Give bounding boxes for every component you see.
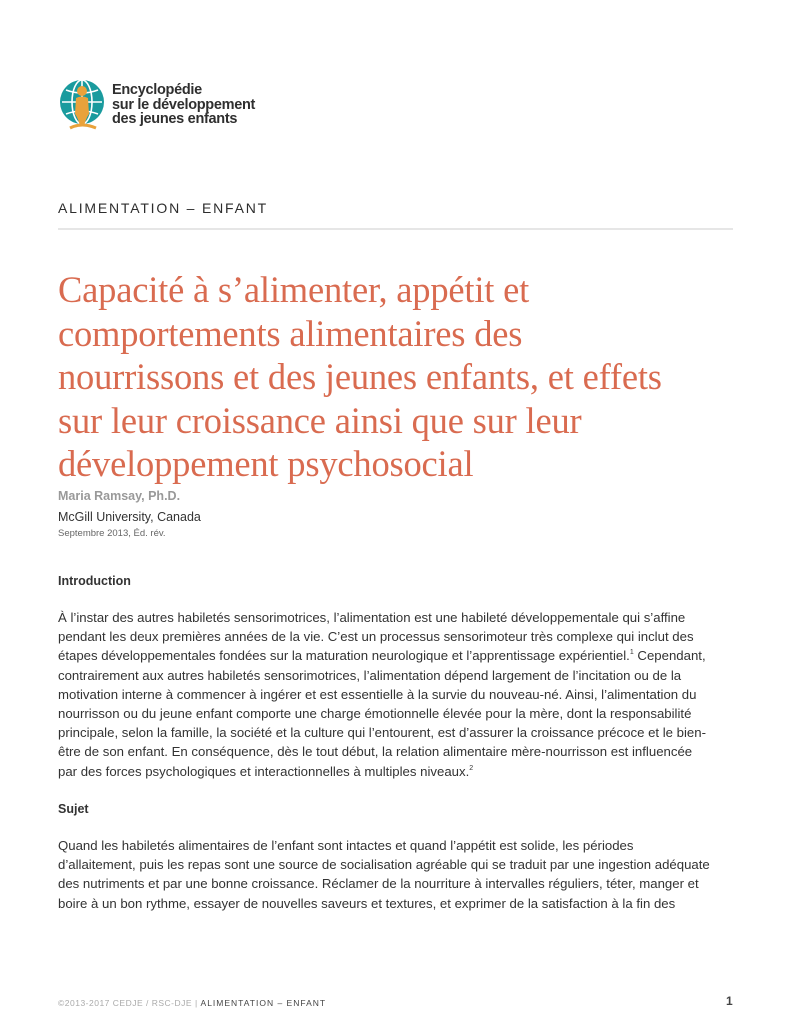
publication-date: Septembre 2013, Éd. rév. [58,528,166,539]
paragraph-line-text: étapes développementales fondées sur la maturation neurologique et l’apprentissage expérientiel. [58,648,630,664]
paragraph-line: pendant les deux premières années de la vie. C’est un processus sensorimoteur très complexe qui inclut des [58,629,694,645]
paragraph-line: nourrisson ou du jeune enfant comporte une charge émotionnelle élevée pour la mère, dont la responsabilité [58,706,692,722]
paragraph-line: Quand les habiletés alimentaires de l’enfant sont intactes et quand l’appétit est solide, les périodes [58,838,634,853]
paragraph-line: d’allaitement, puis les repas sont une source de socialisation agréable qui se traduit par une ingestion adéquate [58,857,710,873]
footer-topic: ALIMENTATION – ENFANT [200,998,327,1008]
globe-child-logo-icon [58,76,108,134]
paragraph-line [58,646,738,665]
title-line: comportements alimentaires des [58,312,523,354]
paragraph-line: motivation interne à commencer à ingérer et est essentielle à la survie du nouveau-né. Ainsi, l’alimentation du [58,686,697,702]
footnote-ref[interactable]: 1 [629,649,634,657]
page-number: 1 [726,994,733,1008]
paragraph-line: des nutriments et par une bonne croissance. Réclamer de la nourriture à intervalles réguliers, téter, manger et [58,876,699,892]
header-divider [58,228,733,230]
title-line: développement psychosocial [58,443,474,484]
logo-text-line3: des jeunes enfants [112,111,238,128]
intro-paragraph [58,608,738,781]
paragraph-line [58,762,738,781]
logo [58,76,255,134]
title-line: nourrissons et des jeunes enfants, et effets [58,356,662,397]
paragraph-line: principale, selon la famille, la société et la culture qui l’entourent, est d’assurer la croissance précoce et le bien- [58,725,706,741]
author-affiliation: McGill University, Canada [58,510,201,524]
paragraph-line: boire à un bon rythme, essayer de nouvelles saveurs et textures, et exprimer de la satisfaction à la fin des [58,895,676,911]
paragraph-line-text: Cependant, [633,648,706,664]
paragraph-line-text: par des forces psychologiques et interactionnelles à multiples niveaux. [58,763,470,779]
intro-heading: Introduction [58,574,131,588]
paragraph-line: À l’instar des autres habiletés sensorimotrices, l’alimentation est une habileté développementale qui s’affine [58,610,686,625]
paragraph-line: être de son enfant. En conséquence, dès le tout début, la relation alimentaire mère-nourrisson est influencée [58,744,693,760]
title-line: sur leur croissance ainsi que sur leur [58,399,582,441]
footer [58,998,326,1008]
logo-text-line1: Encyclopédie [112,82,202,99]
footer-separator: | [194,998,198,1008]
sujet-heading: Sujet [58,802,89,816]
logo-text-line2: sur le développement [112,96,256,113]
section-label: ALIMENTATION – ENFANT [58,200,268,216]
page-title [58,268,758,486]
footer-copyright: ©2013-2017 CEDJE / RSC-DJE [58,998,193,1008]
title-line: Capacité à s’alimenter, appétit et [58,269,530,310]
paragraph-line: contrairement aux autres habiletés sensorimotrices, l’alimentation dépend largement de l’incitation ou de la [58,667,682,683]
author-name: Maria Ramsay, Ph.D. [58,489,181,503]
sujet-paragraph [58,836,738,913]
footnote-ref[interactable]: 2 [469,764,474,772]
